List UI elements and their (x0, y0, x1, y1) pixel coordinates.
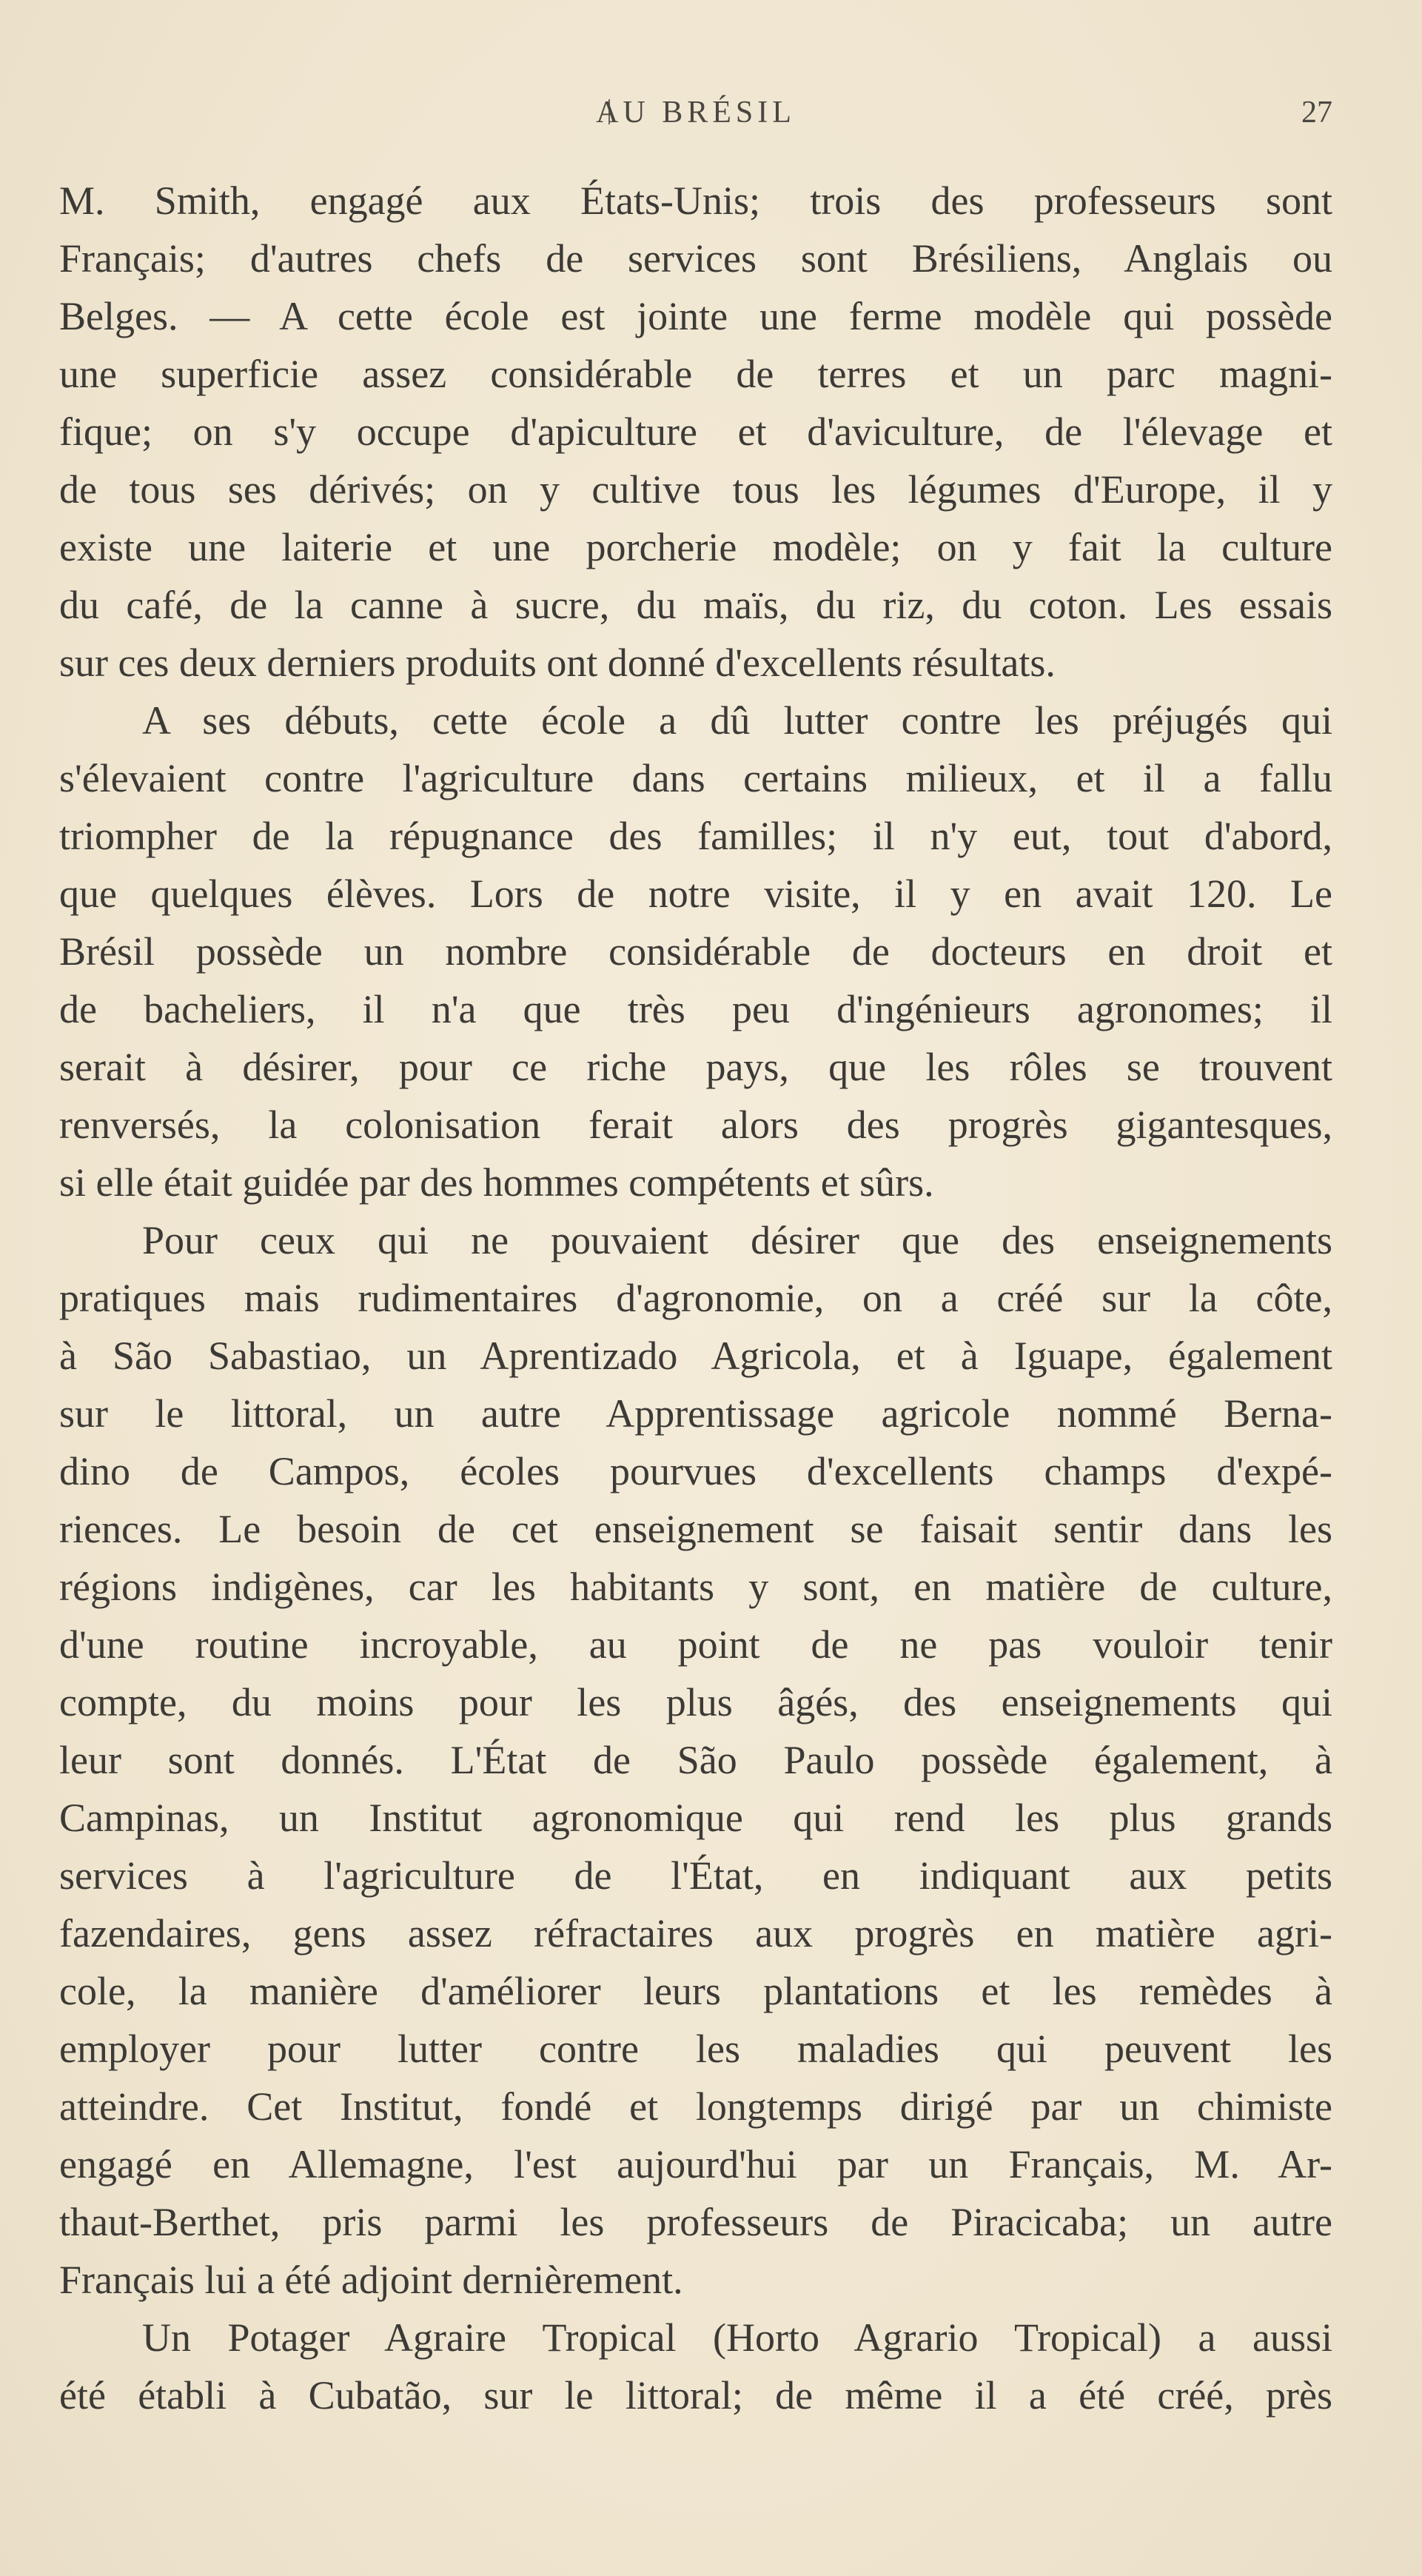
text-line: leur sont donnés. L'État de São Paulo possède également, à (59, 1738, 1332, 1782)
text-line: atteindre. Cet Institut, fondé et longtemps dirigé par un chimiste (59, 2084, 1332, 2129)
text-line: sur le littoral, un autre Apprentissage agricole nommé Berna- (59, 1391, 1332, 1436)
text-line: serait à désirer, pour ce riche pays, que les rôles se trouvent (59, 1045, 1332, 1089)
text-line: existe une laiterie et une porcherie modèle; on y fait la culture (59, 525, 1332, 569)
running-head (59, 95, 1332, 139)
text-line: d'une routine incroyable, au point de ne pas vouloir tenir (59, 1622, 1332, 1667)
text-line: pratiques mais rudimentaires d'agronomie, on a créé sur la côte, (59, 1276, 1332, 1320)
text-line: riences. Le besoin de cet enseignement se faisait sentir dans les (59, 1507, 1332, 1551)
text-line: triompher de la répugnance des familles; il n'y eut, tout d'abord, (59, 814, 1332, 858)
text-line: à São Sabastiao, un Aprentizado Agricola, et à Iguape, également (59, 1334, 1332, 1378)
text-line: renversés, la colonisation ferait alors des progrès gigantesques, (59, 1103, 1332, 1147)
text-line: que quelques élèves. Lors de notre visite, il y en avait 120. Le (59, 872, 1332, 916)
text-line: M. Smith, engagé aux États-Unis; trois des professeurs sont (59, 178, 1332, 223)
text-line: une superficie assez considérable de terres et un parc magni- (59, 352, 1332, 396)
text-line: employer pour lutter contre les maladies qui peuvent les (59, 2027, 1332, 2071)
text-line: Français lui a été adjoint dernièrement. (59, 2258, 683, 2302)
text-line: de bacheliers, il n'a que très peu d'ingénieurs agronomes; il (59, 987, 1332, 1031)
text-line: été établi à Cubatão, sur le littoral; de même il a été créé, près (59, 2373, 1332, 2418)
text-line: A ses débuts, cette école a dû lutter contre les préjugés qui (142, 698, 1332, 743)
page-number: 27 (1301, 96, 1332, 130)
page-title: AU BRÉSIL (596, 96, 796, 130)
text-line: Brésil possède un nombre considérable de docteurs en droit et (59, 929, 1332, 974)
text-line: Pour ceux qui ne pouvaient désirer que des enseignements (142, 1218, 1332, 1262)
body-text (59, 172, 1332, 2424)
text-line: Belges. — A cette école est jointe une ferme modèle qui possède (59, 294, 1332, 338)
text-line: Un Potager Agraire Tropical (Horto Agrario Tropical) a aussi (142, 2315, 1332, 2360)
text-line: fique; on s'y occupe d'apiculture et d'aviculture, de l'élevage et (59, 409, 1332, 454)
text-line: compte, du moins pour les plus âgés, des enseignements qui (59, 1680, 1332, 1724)
text-line: régions indigènes, car les habitants y sont, en matière de culture, (59, 1565, 1332, 1609)
text-line: engagé en Allemagne, l'est aujourd'hui par un Français, M. Ar- (59, 2142, 1332, 2187)
text-line: Campinas, un Institut agronomique qui rend les plus grands (59, 1796, 1332, 1840)
text-line: sur ces deux derniers produits ont donné d'excellents résultats. (59, 640, 1056, 685)
text-line: fazendaires, gens assez réfractaires aux progrès en matière agri- (59, 1911, 1332, 1956)
text-line: dino de Campos, écoles pourvues d'excellents champs d'expé- (59, 1449, 1332, 1493)
text-line: si elle était guidée par des hommes compétents et sûrs. (59, 1160, 934, 1205)
text-line: s'élevaient contre l'agriculture dans certains milieux, et il a fallu (59, 756, 1332, 800)
text-line: thaut-Berthet, pris parmi les professeurs de Piracicaba; un autre (59, 2200, 1332, 2244)
text-line: de tous ses dérivés; on y cultive tous les légumes d'Europe, il y (59, 467, 1332, 512)
text-line: Français; d'autres chefs de services sont Brésiliens, Anglais ou (59, 236, 1332, 281)
text-line: services à l'agriculture de l'État, en indiquant aux petits (59, 1853, 1332, 1898)
text-line: cole, la manière d'améliorer leurs plantations et les remèdes à (59, 1969, 1332, 2013)
text-line: du café, de la canne à sucre, du maïs, du riz, du coton. Les essais (59, 583, 1332, 627)
